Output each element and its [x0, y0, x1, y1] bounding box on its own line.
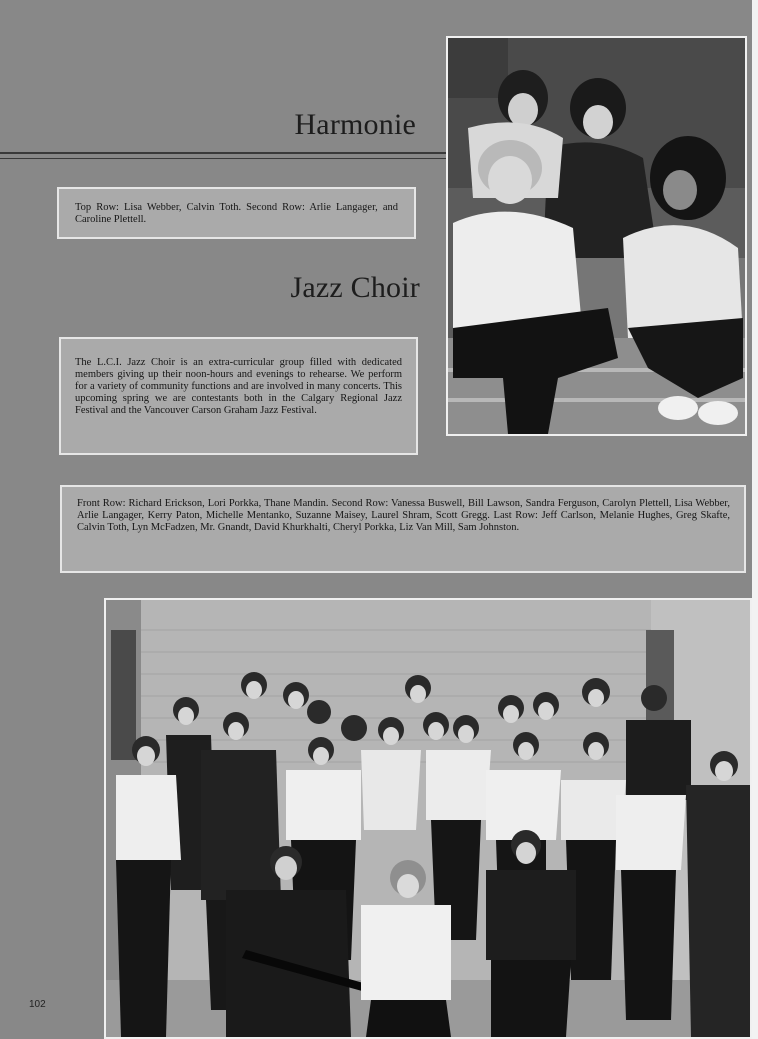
page-number: 102 — [29, 999, 46, 1010]
harmonie-caption-box — [57, 187, 416, 239]
harmonie-photo — [446, 36, 747, 436]
jazz-choir-description: The L.C.I. Jazz Choir is an extra-curricular group filled with dedicated members giving up their noon-hours and evenings to rehearse. We perform for a variety of community functions and are involved in many concerts. This upcoming spring we are contestants both in the Calgary Regional Jazz Festival and the Vancouver Carson Graham Jazz Festival. — [75, 357, 402, 416]
jazz-choir-photo — [104, 598, 752, 1039]
heading-rule-thin — [0, 158, 446, 159]
heading-rule — [0, 152, 446, 154]
harmonie-heading: Harmonie — [294, 108, 416, 141]
harmonie-caption: Top Row: Lisa Webber, Calvin Toth. Second Row: Arlie Langager, and Caroline Plettell. — [75, 202, 398, 225]
jazz-choir-names-box — [60, 485, 746, 573]
page-edge — [752, 0, 758, 1039]
jazz-choir-heading: Jazz Choir — [290, 271, 420, 304]
jazz-choir-description-box — [59, 337, 418, 455]
jazz-choir-names: Front Row: Richard Erickson, Lori Porkka, Thane Mandin. Second Row: Vanessa Buswell, Bill Lawson, Sandra Ferguson, Carolyn Plettell, Lisa Webber, Arlie Langager, Kerry Paton, Michelle Mentanko, Suzanne Maisey, Laurel Shram, Scott Gregg. Last Row: Jeff Carlson, Melanie Hughes, Greg Skafte, Calvin Toth, Lyn McFadzen, Mr. Gnandt, David Khurkhalti, Cheryl Porkka, Liz Van Mill, Sam Johnston. — [77, 498, 730, 533]
